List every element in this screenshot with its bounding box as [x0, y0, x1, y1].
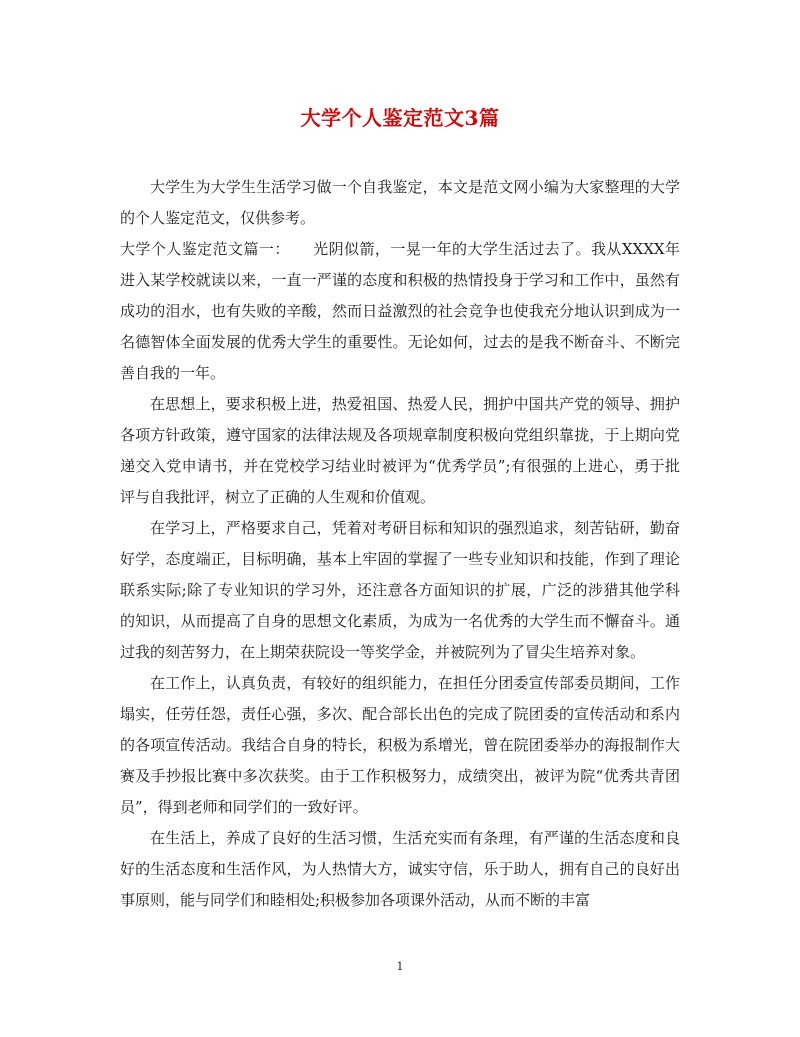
section-one-paragraph: [120, 234, 680, 389]
document-body: [120, 172, 680, 916]
life-paragraph: 在生活上，养成了良好的生活习惯，生活充实而有条理，有严谨的生活态度和良好的生活态度和生活作风，为人热情大方，诚实守信，乐于助人，拥有自己的良好出事原则，能与同学们和睦相处;积极参加各项课外活动，从而不断的丰富: [120, 829, 680, 909]
page-number: 1: [396, 960, 404, 973]
study-paragraph: 在学习上，严格要求自己，凭着对考研目标和知识的强烈追求，刻苦钻研，勤奋好学，态度端正，目标明确，基本上牢固的掌握了一些专业知识和技能，作到了理论联系实际;除了专业知识的学习外，还注意各方面知识的扩展，广泛的涉猎其他学科的知识，从而提高了自身的思想文化素质，为成为一名优秀的大学生而不懈奋斗。通过我的刻苦努力，在上期荣获院设一等奖学金，并被院列为了冒尖生培养对象。: [120, 519, 680, 661]
work-paragraph: 在工作上，认真负责，有较好的组织能力，在担任分团委宣传部委员期间，工作塌实，任劳任怨，责任心强，多次、配合部长出色的完成了院团委的宣传活动和系内的各项宣传活动。我结合自身的特长，积极为系增光，曾在院团委举办的海报制作大赛及手抄报比赛中多次获奖。由于工作积极努力，成绩突出，被评为院“优秀共青团员”，得到老师和同学们的一致好评。: [120, 674, 680, 816]
thought-paragraph: 在思想上，要求积极上进，热爱祖国、热爱人民，拥护中国共产党的领导、拥护各项方针政策，遵守国家的法律法规及各项规章制度积极向党组织靠拢，于上期向党递交入党申请书，并在党校学习结业时被评为“优秀学员”;有很强的上进心，勇于批评与自我批评，树立了正确的人生观和价值观。: [120, 395, 680, 506]
section-spacer: [282, 240, 313, 258]
section-first-paragraph-text: 光阴似箭，一晃一年的大学生活过去了。我从XXXX年进入某学校就读以来，一直一严谨的态度和积极的热情投身于学习和工作中，虽然有成功的泪水，也有失败的辛酸，然而日益激烈的社会竞争也使我充分地认识到成为一名德智体全面发展的优秀大学生的重要性。无论如何，过去的是我不断奋斗、不断完善自我的一年。: [120, 240, 680, 382]
intro-paragraph: 大学生为大学生生活学习做一个自我鉴定，本文是范文网小编为大家整理的大学的个人鉴定范文，仅供参考。: [120, 178, 680, 227]
document-title: 大学个人鉴定范文3篇: [300, 106, 500, 130]
section-label: 大学个人鉴定范文篇一：: [120, 240, 283, 258]
